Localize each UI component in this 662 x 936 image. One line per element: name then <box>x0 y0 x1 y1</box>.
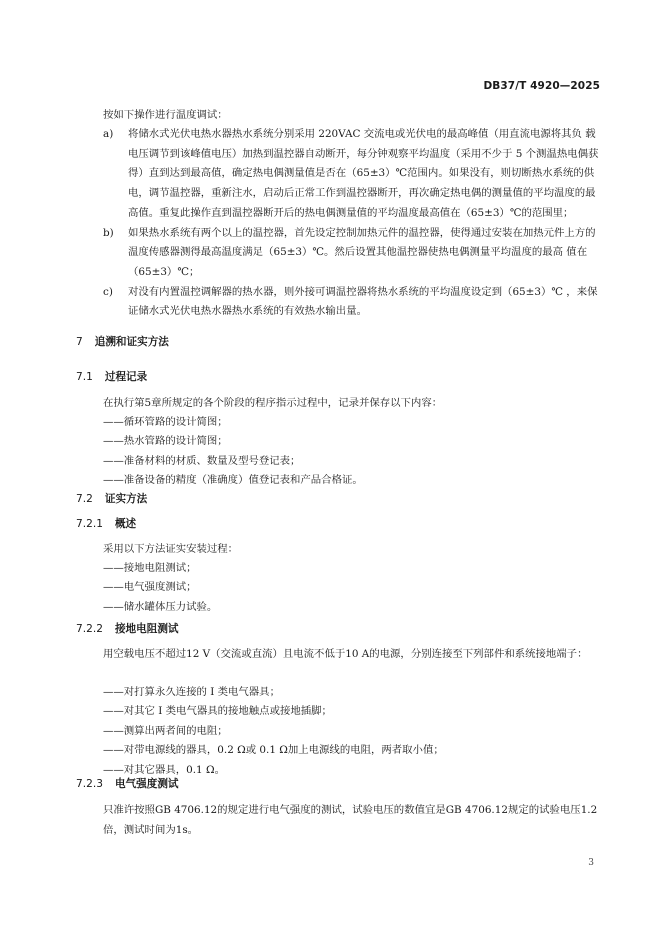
dash-list-7-1 <box>103 413 603 491</box>
list-item: ——电气强度测试； <box>103 581 197 594</box>
paragraph-7-2-1: 采用以下方法证实安装过程： <box>103 543 239 555</box>
list-item: ——测算出两者间的电阻； <box>103 724 228 737</box>
list-item <box>103 224 603 283</box>
list-text: 对没有内置温控调解器的热水器，则外接可调温控器将热水系统的平均温度设定到（65±3）℃ ，来保证储水式光伏电热水器热水系统的有效热水输出量。 <box>128 285 598 318</box>
list-item: ——储水罐体压力试验。 <box>103 600 218 613</box>
list-item: ——准备材料的材质、数量及型号登记表； <box>103 454 301 467</box>
list-item: ——循环管路的设计简图； <box>103 416 228 428</box>
document-id: DB37/T 4920—2025 <box>483 80 600 92</box>
list-item: ——对其它器具，0.1 Ω。 <box>103 763 225 776</box>
section-title: 概述 <box>114 518 137 530</box>
list-marker: c) <box>103 285 113 298</box>
intro-paragraph: 按如下操作进行温度调试： <box>103 109 228 121</box>
paragraph-7-2-3: 只准许按照GB 4706.12的规定进行电气强度的测试，试验电压的数值宜是GB 4706.12规定的试验电压1.2倍，测试时间为1s。 <box>103 804 598 836</box>
list-item <box>103 125 603 224</box>
paragraph-7-1: 在执行第5章所规定的各个阶段的程序指示过程中，记录并保存以下内容： <box>103 397 443 409</box>
section-title: 电气强度测试 <box>114 778 179 790</box>
list-item: ——准备设备的精度（准确度）值登记表和产品合格证。 <box>103 474 363 487</box>
page-number: 3 <box>588 858 594 868</box>
section-heading-7-2-1 <box>76 516 136 531</box>
section-number: 7.2.2 <box>76 623 103 635</box>
section-number: 7.1 <box>76 371 93 383</box>
section-title: 追溯和证实方法 <box>94 336 169 348</box>
list-text: 如果热水系统有两个以上的温控器，首先设定控制加热元件的温控器，使得通过安装在加热元件上方的温度传感器测得最高温度满足（65±3）℃。然后设置其他温控器使热电偶测量平均温度的最高 值在（65±3）℃； <box>128 226 596 278</box>
section-number: 7.2 <box>76 493 93 505</box>
list-item: ——对其它 I 类电气器具的接地触点或接地插脚； <box>103 705 332 718</box>
paragraph-7-2-2: 用空载电压不超过12 V（交流或直流）且电流不低于10 A的电源，分别连接至下列部件和系统接地端子： <box>103 648 588 660</box>
list-text: 将储水式光伏电热水器热水系统分别采用 220VAC 交流电或光伏电的最高峰值（用直流电源将其负 载电压调节到该峰值电压）加热到温控器自动断开，每分钟观察平均温度（采用不少于 5 个测温热电偶获得）直到达到最高值，确定热电偶测量值是否在（65±3）℃范围内。如果没有，则切断热水系统的供电，调节温控器，重新注水，启动后正常工作到温控器断开，再次确定热电偶的测量值的平均温度的最高值。重复此操作直到温控器断开后的热电偶测量值的平均温度最高值在（65±3）℃的范围里； <box>128 128 599 219</box>
section-title: 接地电阻测试 <box>114 623 179 635</box>
list-item: ——接地电阻测试； <box>103 562 197 574</box>
section-number: 7.2.3 <box>76 778 103 790</box>
section-heading-7 <box>76 334 169 349</box>
list-marker: a) <box>103 128 114 140</box>
section-number: 7 <box>76 336 83 348</box>
section-heading-7-2-3 <box>76 776 179 791</box>
section-heading-7-2-2 <box>76 621 179 636</box>
list-marker: b) <box>103 226 114 239</box>
section-title: 证实方法 <box>104 493 148 505</box>
list-item <box>103 283 603 322</box>
dash-list-7-2-1 <box>103 559 603 617</box>
steps-list <box>103 125 603 322</box>
list-item: ——热水管路的设计简图； <box>103 435 228 448</box>
section-heading-7-2 <box>76 491 147 506</box>
section-heading-7-1 <box>76 369 147 384</box>
section-title: 过程记录 <box>104 371 148 383</box>
dash-list-7-2-2 <box>103 683 603 780</box>
section-number: 7.2.1 <box>76 518 103 530</box>
list-item: ——对打算永久连接的 I 类电气器具； <box>103 686 280 698</box>
list-item: ——对带电源线的器具，0.2 Ω或 0.1 Ω加上电源线的电阻，两者取小值； <box>103 744 444 757</box>
